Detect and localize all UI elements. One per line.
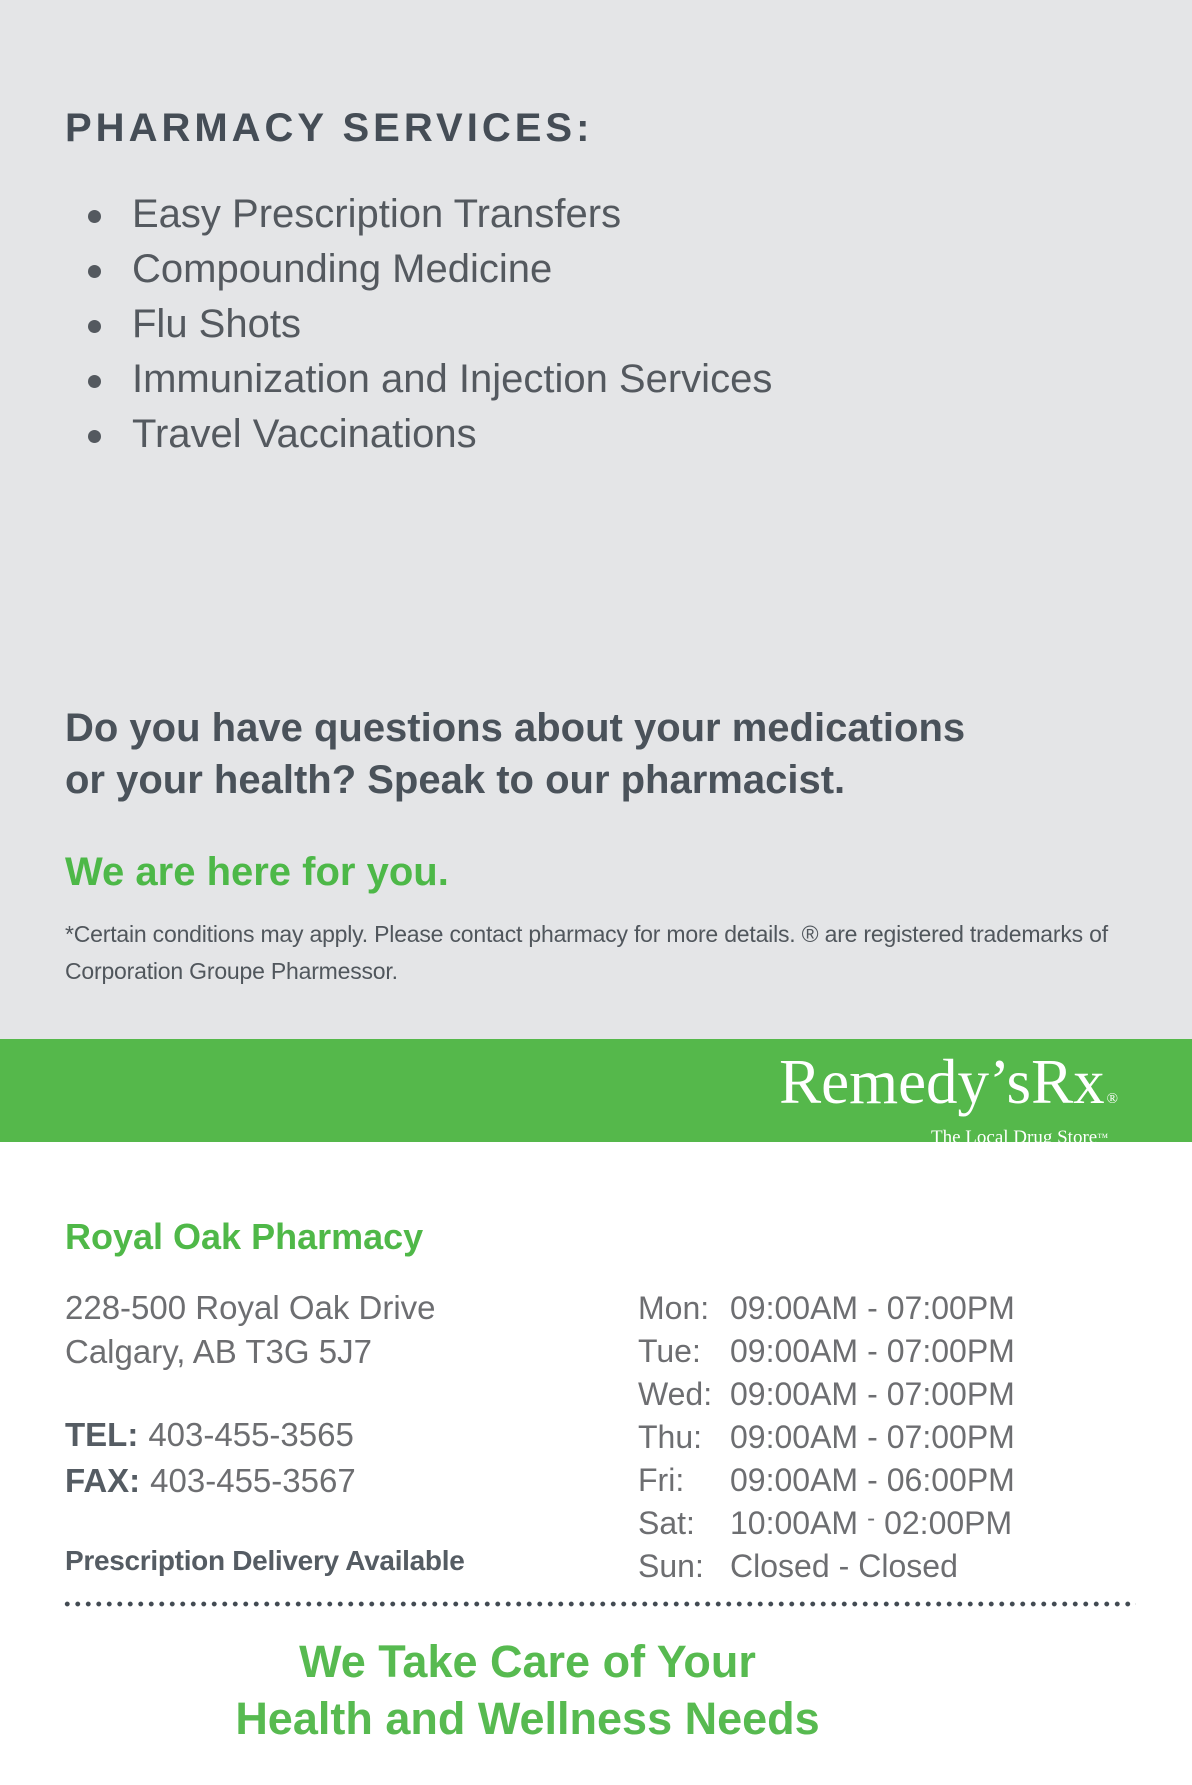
remedysrx-logo	[779, 1049, 1118, 1148]
hours-close: Closed	[858, 1548, 958, 1584]
service-label: Travel Vaccinations	[132, 412, 477, 456]
pharmacist-question	[65, 702, 965, 806]
store-contact	[65, 1412, 356, 1504]
fax-label: FAX:	[65, 1462, 141, 1499]
hours-close: 07:00PM	[886, 1419, 1015, 1455]
hours-day: Fri:	[638, 1462, 685, 1498]
list-item	[88, 192, 772, 247]
disclaimer-text	[65, 916, 1140, 990]
footer-line: We Take Care of Your	[299, 1636, 756, 1687]
hours-open: Closed	[730, 1548, 830, 1584]
hours-open: 09:00AM	[730, 1462, 859, 1498]
bullet-icon	[88, 265, 101, 278]
tel-number: 403-455-3565	[148, 1416, 354, 1453]
hours-day: Tue:	[638, 1333, 701, 1369]
table-row	[638, 1548, 1015, 1591]
hours-separator: -	[867, 1419, 878, 1455]
table-row	[638, 1462, 1015, 1505]
footer-line: Health and Wellness Needs	[235, 1693, 820, 1744]
hours-day: Wed:	[638, 1376, 713, 1412]
brand-banner	[0, 1039, 1192, 1148]
hours-day: Mon:	[638, 1290, 710, 1326]
services-list	[88, 192, 772, 467]
table-row	[638, 1376, 1015, 1419]
store-hours	[638, 1290, 1015, 1591]
services-title: PHARMACY SERVICES:	[65, 106, 594, 150]
bullet-icon	[88, 430, 101, 443]
logo-wordmark	[779, 1049, 1118, 1132]
hours-close: 07:00PM	[886, 1290, 1015, 1326]
registered-mark: ®	[1106, 1091, 1118, 1107]
hours-close: 07:00PM	[886, 1333, 1015, 1369]
hours-separator: -	[867, 1333, 878, 1369]
hours-close: 07:00PM	[886, 1376, 1015, 1412]
hours-open: 09:00AM	[730, 1290, 859, 1326]
store-address	[65, 1286, 436, 1374]
service-label: Flu Shots	[132, 302, 301, 346]
store-name: Royal Oak Pharmacy	[65, 1216, 424, 1257]
dotted-divider	[62, 1600, 1136, 1608]
list-item	[88, 247, 772, 302]
question-line: or your health? Speak to our pharmacist.	[65, 758, 846, 802]
disclaimer-line: Corporation Groupe Pharmessor.	[65, 958, 398, 984]
address-line: 228-500 Royal Oak Drive	[65, 1289, 436, 1326]
hours-open: 09:00AM	[730, 1376, 859, 1412]
hours-separator: -	[867, 1462, 878, 1498]
bullet-icon	[88, 320, 101, 333]
hours-day: Sun:	[638, 1548, 704, 1584]
hours-separator: -	[838, 1548, 850, 1584]
table-row	[638, 1290, 1015, 1333]
tel-label: TEL:	[65, 1416, 139, 1453]
hours-open: 09:00AM	[730, 1333, 859, 1369]
tel-row	[65, 1412, 356, 1458]
hours-close: 02:00PM	[884, 1505, 1013, 1541]
fax-number: 403-455-3567	[150, 1462, 356, 1499]
table-row	[638, 1505, 1015, 1548]
service-label: Immunization and Injection Services	[132, 357, 773, 401]
logo-text: Remedy’sRx	[779, 1047, 1105, 1117]
address-line: Calgary, AB T3G 5J7	[65, 1333, 372, 1370]
disclaimer-line: *Certain conditions may apply. Please contact pharmacy for more details. ® are registered trademarks of	[65, 921, 1108, 947]
trademark-mark: ™	[1097, 1132, 1108, 1144]
footer-message	[0, 1633, 1055, 1747]
tagline-text: The Local Drug Store	[931, 1127, 1098, 1148]
hours-separator: -	[867, 1290, 878, 1326]
hours-open: 09:00AM	[730, 1419, 859, 1455]
hours-separator: -	[867, 1376, 878, 1412]
list-item	[88, 412, 772, 467]
hours-day: Thu:	[638, 1419, 703, 1455]
question-line: Do you have questions about your medications	[65, 706, 966, 750]
here-for-you-tagline: We are here for you.	[65, 850, 449, 894]
hours-day: Sat:	[638, 1505, 695, 1541]
hours-separator: -	[867, 1505, 876, 1532]
bullet-icon	[88, 375, 101, 388]
hours-close: 06:00PM	[886, 1462, 1015, 1498]
bullet-icon	[88, 210, 101, 223]
service-label: Easy Prescription Transfers	[132, 192, 622, 236]
service-label: Compounding Medicine	[132, 247, 553, 291]
list-item	[88, 302, 772, 357]
list-item	[88, 357, 772, 412]
table-row	[638, 1333, 1015, 1376]
fax-row	[65, 1458, 356, 1504]
table-row	[638, 1419, 1015, 1462]
delivery-note: Prescription Delivery Available	[65, 1545, 465, 1576]
hours-open: 10:00AM	[730, 1505, 859, 1541]
